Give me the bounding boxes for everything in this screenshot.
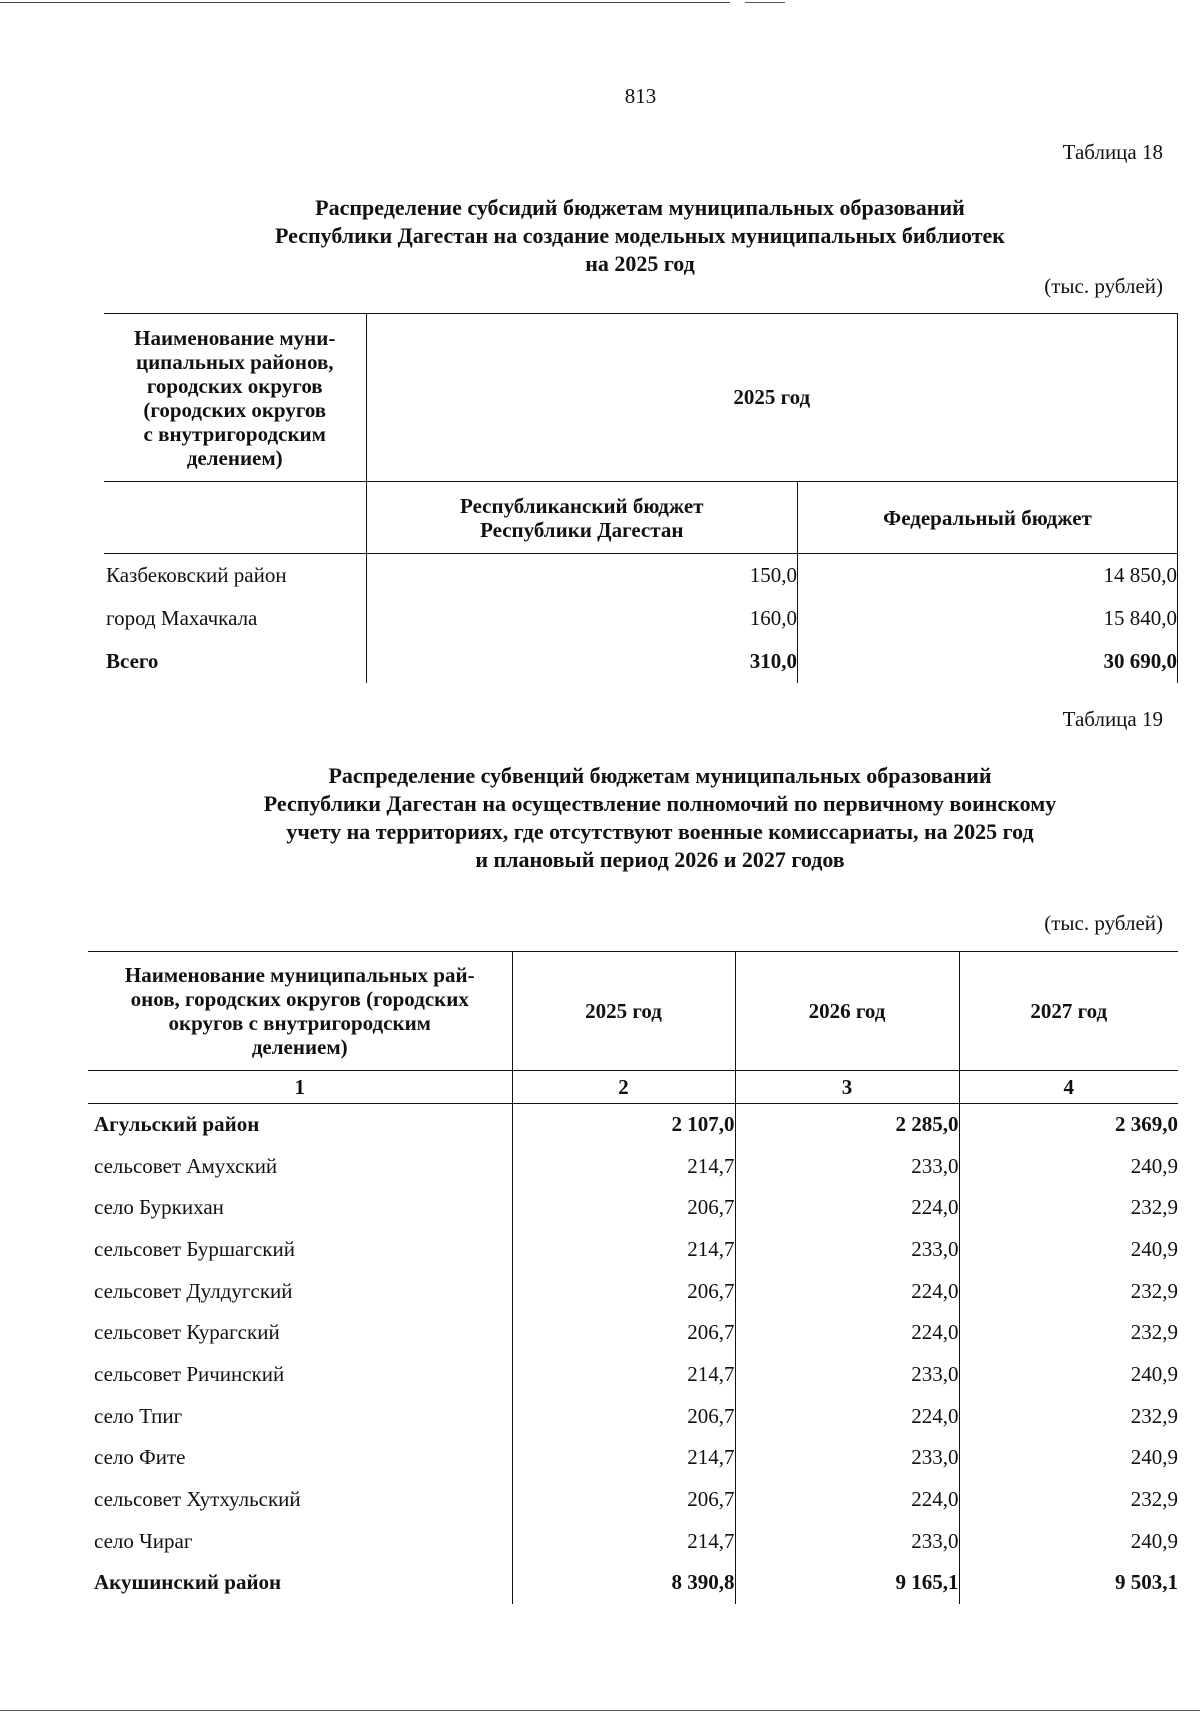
row-value-2025: 206,7 (512, 1395, 735, 1437)
table-row (104, 554, 1178, 597)
row-value-2026: 233,0 (735, 1145, 959, 1187)
bottom-edge-rule (0, 1710, 1200, 1711)
table18-header-federal: Федеральный бюджет (798, 482, 1178, 554)
row-name: село Тпиг (88, 1395, 512, 1437)
table19-caption: Таблица 19 (1062, 707, 1163, 731)
row-value-2026: 224,0 (735, 1187, 959, 1229)
table18-title-line: Республики Дагестан на создание модельных муниципальных библиотек (275, 223, 1005, 248)
column-number: 3 (735, 1071, 959, 1104)
table-row (88, 1229, 1178, 1271)
column-number: 4 (959, 1071, 1178, 1104)
row-name: город Махачкала (104, 597, 366, 640)
row-value-2027: 232,9 (1130, 1195, 1178, 1220)
row-value-2025: 206,7 (512, 1312, 735, 1354)
row-value-2027: 240,9 (1130, 1236, 1178, 1261)
row-name: село Фите (88, 1437, 512, 1479)
row-name: Агульский район (88, 1104, 512, 1146)
table-row (104, 597, 1178, 640)
row-value-2025: 214,7 (512, 1520, 735, 1562)
header-line: (городских округов (143, 397, 327, 422)
row-name: Акушинский район (88, 1562, 512, 1604)
top-edge-rule-fragment (745, 2, 785, 3)
row-value-2025: 214,7 (512, 1437, 735, 1479)
row-republic: 160,0 (366, 597, 798, 640)
table18-title (130, 194, 1150, 278)
table18-units: (тыс. рублей) (1044, 274, 1163, 298)
header-line: ципальных районов, (135, 349, 334, 374)
row-name: сельсовет Хутхульский (88, 1479, 512, 1521)
header-line: Республиканский бюджет (460, 493, 704, 518)
header-line: Наименование муни- (134, 325, 336, 350)
table18-caption: Таблица 18 (1062, 140, 1163, 164)
header-line: онов, городских округов (городских (130, 987, 469, 1011)
row-value-2026: 233,0 (735, 1354, 959, 1396)
table19-header-2026: 2026 год (735, 952, 959, 1071)
row-name: село Чираг (88, 1520, 512, 1562)
header-line: городских округов (146, 373, 323, 398)
header-line: Республики Дагестан (480, 517, 684, 542)
row-value-2027: 232,9 (1130, 1320, 1178, 1345)
table19-title-line: и плановый период 2026 и 2027 годов (475, 847, 845, 872)
table-row (88, 1395, 1178, 1437)
row-value-2027: 2 369,0 (1115, 1112, 1178, 1137)
row-value-2027: 240,9 (1130, 1445, 1178, 1470)
row-name: сельсовет Ричинский (88, 1354, 512, 1396)
table19-title-line: учету на территориях, где отсутствуют военные комиссариаты, на 2025 год (286, 819, 1034, 844)
table-row (88, 1104, 1178, 1146)
row-republic: 310,0 (366, 640, 798, 683)
table19-title-line: Распределение субвенций бюджетам муниципальных образований (328, 763, 992, 788)
table18-title-line: на 2025 год (585, 251, 695, 276)
row-name: сельсовет Буршагский (88, 1229, 512, 1271)
table19-column-numbers (88, 1071, 1178, 1104)
row-federal: 30 690,0 (798, 640, 1178, 683)
top-edge-rule (0, 2, 730, 3)
table18-header-name (104, 314, 366, 482)
row-value-2027: 232,9 (1130, 1487, 1178, 1512)
table18-header-blank (104, 482, 366, 554)
row-value-2027: 232,9 (1130, 1278, 1178, 1303)
row-value-2026: 224,0 (735, 1479, 959, 1521)
header-line: округов с внутригородским (168, 1011, 431, 1035)
table-row (88, 1312, 1178, 1354)
table18-title-line: Распределение субсидий бюджетам муниципальных образований (315, 195, 965, 220)
row-republic: 150,0 (366, 554, 798, 597)
row-value-2026: 2 285,0 (735, 1104, 959, 1146)
row-value-2025: 214,7 (512, 1145, 735, 1187)
row-name: сельсовет Курагский (88, 1312, 512, 1354)
row-federal: 14 850,0 (798, 554, 1178, 597)
row-value-2026: 224,0 (735, 1312, 959, 1354)
row-value-2027: 240,9 (1130, 1528, 1178, 1553)
row-value-2027: 232,9 (1130, 1403, 1178, 1428)
table19 (88, 951, 1178, 1604)
table-row-total (104, 640, 1178, 683)
row-value-2027: 240,9 (1130, 1361, 1178, 1386)
row-value-2025: 8 390,8 (512, 1562, 735, 1604)
table19-units: (тыс. рублей) (1044, 911, 1163, 935)
table19-header-2027: 2027 год (959, 952, 1178, 1071)
column-number: 2 (512, 1071, 735, 1104)
table18-header-year: 2025 год (366, 314, 1178, 482)
row-value-2026: 224,0 (735, 1395, 959, 1437)
row-value-2026: 233,0 (735, 1437, 959, 1479)
row-value-2025: 214,7 (512, 1354, 735, 1396)
table-row (88, 1479, 1178, 1521)
row-value-2027: 9 503,1 (1115, 1570, 1178, 1595)
row-federal: 15 840,0 (798, 597, 1178, 640)
row-value-2025: 214,7 (512, 1229, 735, 1271)
table18-header-republic (366, 482, 798, 554)
table-row (88, 1354, 1178, 1396)
row-value-2025: 206,7 (512, 1479, 735, 1521)
header-line: делением) (251, 1035, 348, 1059)
row-value-2026: 233,0 (735, 1229, 959, 1271)
table18 (104, 313, 1178, 683)
row-value-2026: 9 165,1 (735, 1562, 959, 1604)
row-name: село Буркихан (88, 1187, 512, 1229)
table-row (88, 1145, 1178, 1187)
table19-title (150, 762, 1170, 874)
row-value-2025: 206,7 (512, 1270, 735, 1312)
header-line: делением) (186, 445, 283, 470)
table19-header-2025: 2025 год (512, 952, 735, 1071)
table-row (88, 1270, 1178, 1312)
table-row (88, 1437, 1178, 1479)
row-value-2026: 233,0 (735, 1520, 959, 1562)
row-name: Всего (104, 640, 366, 683)
row-value-2025: 2 107,0 (512, 1104, 735, 1146)
row-value-2027: 240,9 (1130, 1153, 1178, 1178)
table-row (88, 1520, 1178, 1562)
table19-title-line: Республики Дагестан на осуществление полномочий по первичному воинскому (263, 791, 1057, 816)
table-row (88, 1562, 1178, 1604)
row-value-2025: 206,7 (512, 1187, 735, 1229)
row-name: сельсовет Амухский (88, 1145, 512, 1187)
row-name: Казбековский район (104, 554, 366, 597)
page-number: 813 (624, 84, 657, 108)
column-number: 1 (88, 1071, 512, 1104)
table19-body (88, 1104, 1178, 1604)
header-line: Наименование муниципальных рай- (124, 963, 475, 987)
row-value-2026: 224,0 (735, 1270, 959, 1312)
table-row (88, 1187, 1178, 1229)
header-line: с внутригородским (143, 421, 326, 446)
table19-header-name (88, 952, 512, 1071)
row-name: сельсовет Дулдугский (88, 1270, 512, 1312)
